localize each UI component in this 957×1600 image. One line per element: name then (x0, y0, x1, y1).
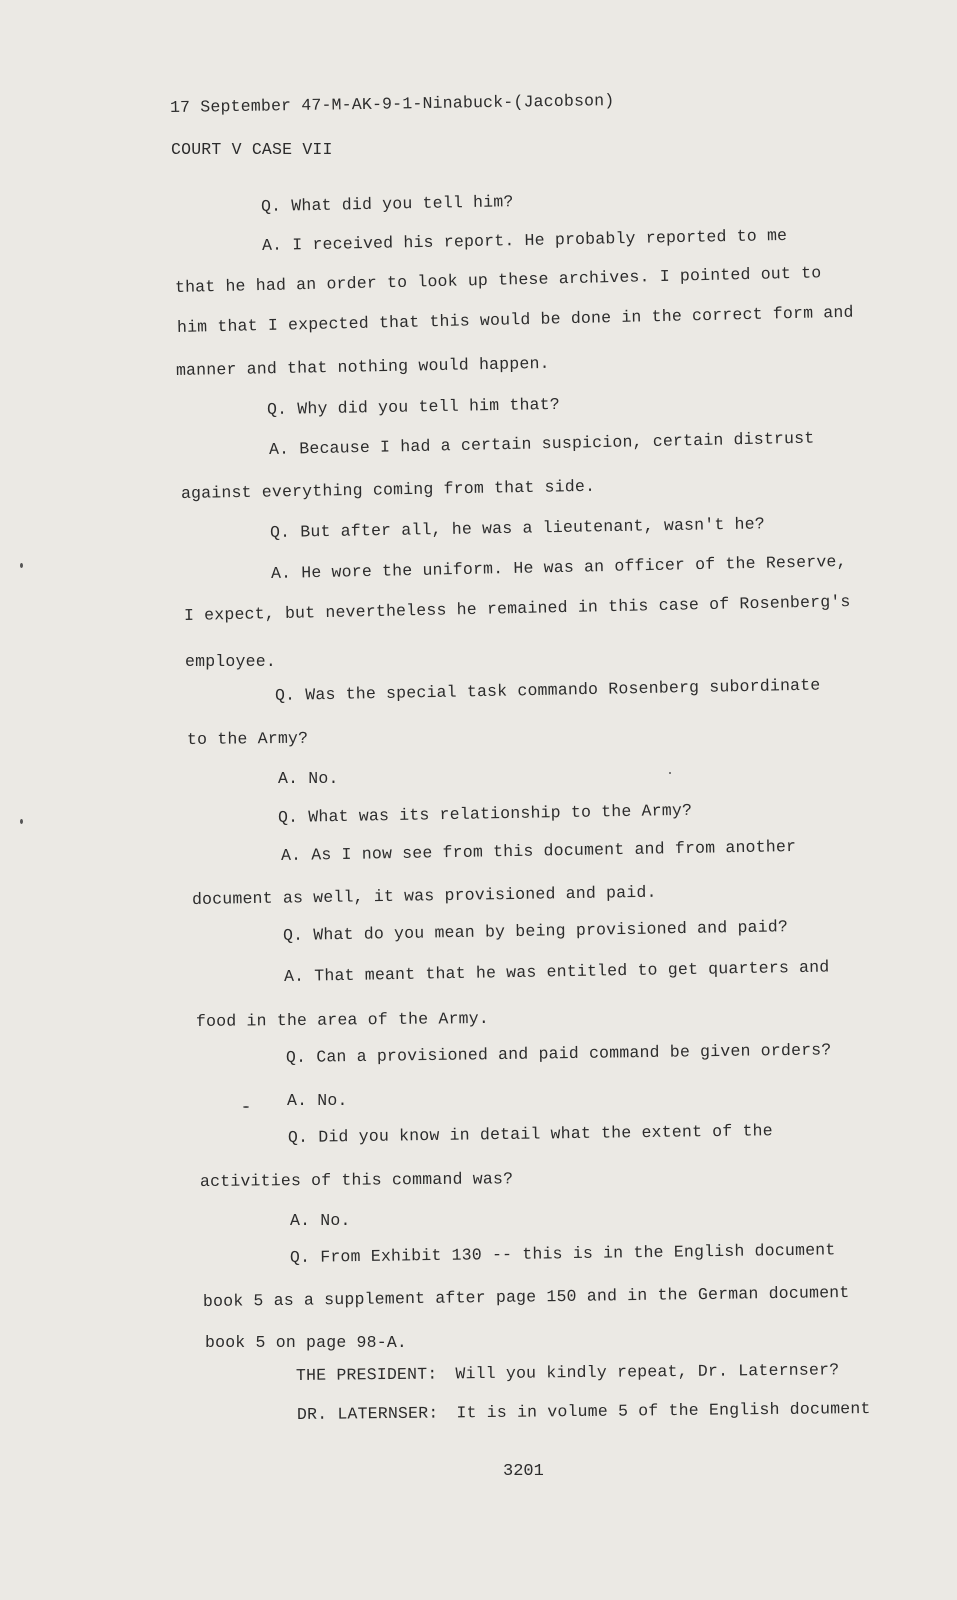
transcript-line: manner and that nothing would happen. (175, 353, 550, 380)
header-line-1: 17 September 47-M-AK-9-1-Ninabuck-(Jacobson) (169, 91, 615, 117)
paper-speck (20, 563, 23, 568)
transcript-line: Q. What do you mean by being provisioned and paid? (282, 917, 789, 945)
transcript-line: Q. What did you tell him? (260, 192, 514, 216)
transcript-line: A. No. (287, 1091, 348, 1110)
dialogue-line-president (296, 1360, 839, 1386)
transcript-line: A. As I now see from this document and from another (280, 837, 797, 865)
header-line-2: COURT V CASE VII (171, 140, 333, 159)
transcript-line: Q. What was its relationship to the Army? (277, 800, 693, 827)
transcript-line: to the Army? (186, 728, 309, 749)
transcript-line: A. No. (278, 769, 339, 788)
transcript-line: Q. From Exhibit 130 -- this is in the English document (289, 1240, 836, 1267)
paper-speck (20, 819, 23, 824)
transcript-line: I expect, but nevertheless he remained in this case of Rosenberg's (183, 592, 851, 625)
transcript-line: that he had an order to look up these archives. I pointed out to (174, 263, 822, 297)
transcript-line: A. I received his report. He probably reported to me (261, 225, 788, 255)
transcript-line: against everything coming from that side. (180, 476, 596, 503)
transcript-line: activities of this command was? (199, 1169, 514, 1191)
dialogue-line-laternser (297, 1399, 871, 1425)
transcript-line: food in the area of the Army. (195, 1008, 490, 1031)
transcript-line: Q. Can a provisioned and paid command be given orders? (285, 1040, 832, 1067)
transcript-line: Q. Was the special task commando Rosenberg subordinate (274, 675, 821, 705)
transcript-line: book 5 on page 98-A. (205, 1333, 408, 1352)
transcript-line: employee. (185, 652, 276, 671)
transcript-line: A. He wore the uniform. He was an officer of the Reserve, (270, 551, 847, 583)
speaker-label: DR. LATERNSER: (296, 1403, 439, 1424)
transcript-line: document as well, it was provisioned and paid. (191, 882, 657, 909)
speech-text: Will you kindly repeat, Dr. Laternser? (455, 1360, 840, 1384)
transcript-line: Q. Did you know in detail what the extent of the (287, 1121, 773, 1147)
transcript-line: book 5 as a supplement after page 150 and in the German document (202, 1282, 850, 1311)
transcript-line: A. No. (290, 1211, 351, 1230)
speech-text: It is in volume 5 of the English document (456, 1398, 871, 1423)
paper-speck (669, 772, 671, 774)
transcript-line: A. Because I had a certain suspicion, certain distrust (268, 428, 815, 459)
transcript-line: Q. Why did you tell him that? (266, 394, 561, 419)
transcript-line: A. That meant that he was entitled to get quarters and (283, 957, 830, 986)
transcript-line: Q. But after all, he was a lieutenant, wasn't he? (269, 514, 766, 542)
paper-speck (243, 1106, 249, 1108)
transcript-line: him that I expected that this would be done in the correct form and (176, 302, 854, 337)
page-number: 3201 (503, 1462, 544, 1481)
speaker-label: THE PRESIDENT: (295, 1364, 438, 1385)
